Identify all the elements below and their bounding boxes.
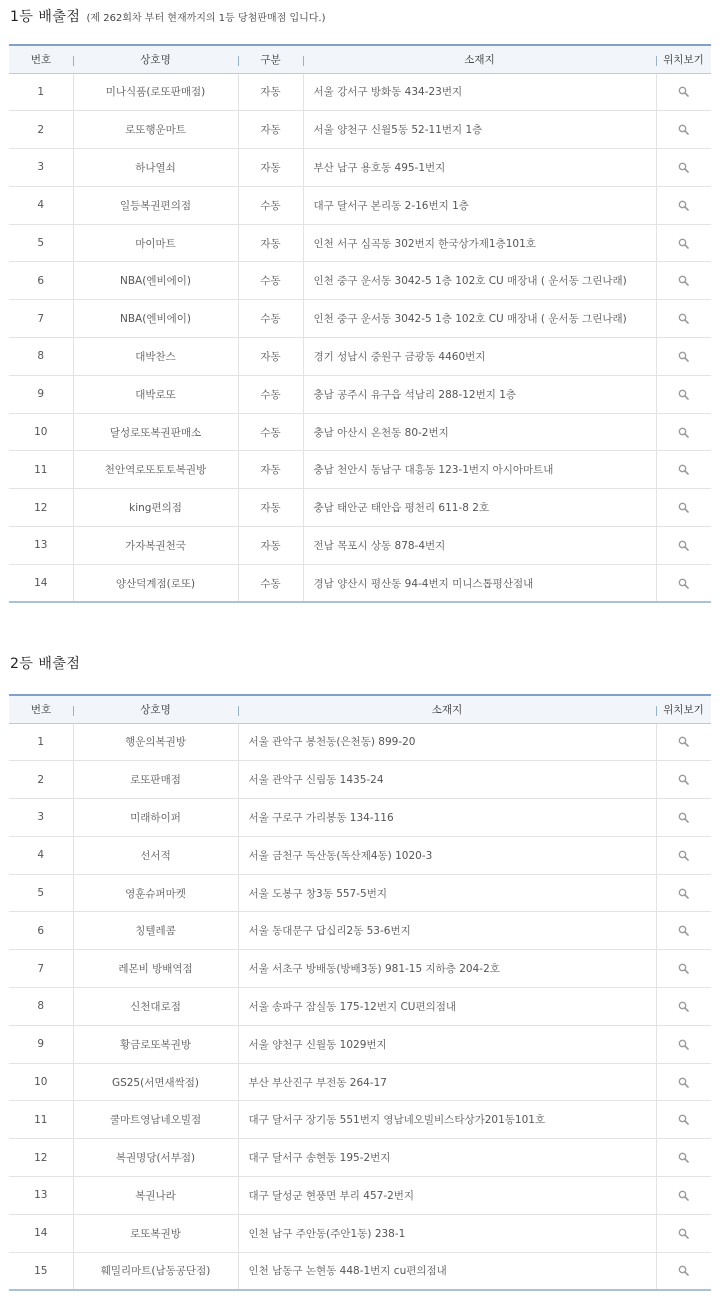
cell-addr: 인천 중구 운서동 3042-5 1층 102호 CU 매장내 ( 운서동 그린나래) <box>303 262 656 300</box>
search-icon[interactable] <box>678 774 689 785</box>
cell-no: 4 <box>9 836 73 874</box>
cell-addr: 서울 송파구 잠실동 175-12번지 CU편의점내 <box>238 988 656 1026</box>
cell-type: 자동 <box>238 73 303 111</box>
cell-addr: 서울 동대문구 답십리2동 53-6번지 <box>238 912 656 950</box>
search-icon[interactable] <box>678 963 689 974</box>
cell-no: 3 <box>9 799 73 837</box>
cell-addr: 충남 아산시 온천동 80-2번지 <box>303 413 656 451</box>
table-row <box>9 186 711 224</box>
cell-map[interactable] <box>656 1063 711 1101</box>
cell-no: 5 <box>9 224 73 262</box>
cell-no: 4 <box>9 186 73 224</box>
cell-no: 7 <box>9 300 73 338</box>
cell-no: 11 <box>9 451 73 489</box>
search-icon[interactable] <box>678 1077 689 1088</box>
second-prize-heading: 2등 배출점 <box>10 656 81 672</box>
cell-name: 천안역로또토토복권방 <box>73 451 238 489</box>
cell-map[interactable] <box>656 111 711 149</box>
first-prize-heading: 1등 배출점 <box>10 9 81 25</box>
table-row <box>9 1214 711 1252</box>
cell-type: 자동 <box>238 451 303 489</box>
cell-name: 대박찬스 <box>73 338 238 376</box>
cell-name: 로또판매점 <box>73 761 238 799</box>
table-row <box>9 1025 711 1063</box>
second-prize-title <box>10 653 80 673</box>
cell-no: 10 <box>9 1063 73 1101</box>
search-icon[interactable] <box>678 578 689 589</box>
cell-type: 수동 <box>238 564 303 602</box>
cell-addr: 대구 달서구 본리동 2-16번지 1층 <box>303 186 656 224</box>
cell-type: 수동 <box>238 186 303 224</box>
cell-addr: 서울 서초구 방배동(방배3동) 981-15 지하층 204-2호 <box>238 950 656 988</box>
cell-addr: 인천 남구 주안동(주안1동) 238-1 <box>238 1214 656 1252</box>
table-row <box>9 262 711 300</box>
search-icon[interactable] <box>678 238 689 249</box>
cell-no: 11 <box>9 1101 73 1139</box>
search-icon[interactable] <box>678 464 689 475</box>
header-address: 소재지 <box>238 695 656 723</box>
second-table-body <box>9 723 711 1290</box>
search-icon[interactable] <box>678 502 689 513</box>
cell-no: 2 <box>9 761 73 799</box>
table-row <box>9 300 711 338</box>
cell-no: 15 <box>9 1252 73 1290</box>
search-icon[interactable] <box>678 1152 689 1163</box>
cell-map[interactable] <box>656 527 711 565</box>
search-icon[interactable] <box>678 389 689 400</box>
cell-map[interactable] <box>656 413 711 451</box>
table-row <box>9 451 711 489</box>
cell-no: 1 <box>9 723 73 761</box>
cell-addr: 전남 목포시 상동 878-4번지 <box>303 527 656 565</box>
cell-addr: 충남 천안시 동남구 대흥동 123-1번지 아시아마트내 <box>303 451 656 489</box>
cell-no: 9 <box>9 1025 73 1063</box>
cell-addr: 충남 공주시 유구읍 석남리 288-12번지 1층 <box>303 375 656 413</box>
cell-name: 레몬비 방배역점 <box>73 950 238 988</box>
cell-name: NBA(엔비에이) <box>73 300 238 338</box>
cell-name: 로또행운마트 <box>73 111 238 149</box>
search-icon[interactable] <box>678 888 689 899</box>
cell-addr: 인천 남동구 논현동 448-1번지 cu편의점내 <box>238 1252 656 1290</box>
header-name: 상호명 <box>73 695 238 723</box>
cell-map[interactable] <box>656 723 711 761</box>
cell-name: 마이마트 <box>73 224 238 262</box>
first-prize-title <box>10 6 326 26</box>
cell-addr: 서울 관악구 봉천동(은천동) 899-20 <box>238 723 656 761</box>
table-row <box>9 1063 711 1101</box>
cell-name: 신천대로점 <box>73 988 238 1026</box>
cell-name: 로또복권방 <box>73 1214 238 1252</box>
cell-no: 7 <box>9 950 73 988</box>
cell-addr: 서울 구로구 가리봉동 134-116 <box>238 799 656 837</box>
cell-name: NBA(엔비에이) <box>73 262 238 300</box>
cell-name: 양산덕계점(로또) <box>73 564 238 602</box>
cell-map[interactable] <box>656 262 711 300</box>
search-icon[interactable] <box>678 1190 689 1201</box>
search-icon[interactable] <box>678 162 689 173</box>
table-row <box>9 527 711 565</box>
cell-no: 9 <box>9 375 73 413</box>
cell-name: 하나열쇠 <box>73 149 238 187</box>
table-row <box>9 73 711 111</box>
cell-name: 선서적 <box>73 836 238 874</box>
search-icon[interactable] <box>678 124 689 135</box>
header-no: 번호 <box>9 695 73 723</box>
header-address: 소재지 <box>303 45 656 73</box>
table-row <box>9 799 711 837</box>
cell-name: 복권명당(서부점) <box>73 1139 238 1177</box>
cell-no: 14 <box>9 1214 73 1252</box>
cell-map[interactable] <box>656 1214 711 1252</box>
cell-no: 6 <box>9 262 73 300</box>
cell-type: 수동 <box>238 262 303 300</box>
table-row <box>9 723 711 761</box>
table-row <box>9 1101 711 1139</box>
header-type: 구분 <box>238 45 303 73</box>
cell-addr: 경남 양산시 평산동 94-4번지 미니스톱평산점내 <box>303 564 656 602</box>
cell-addr: 인천 서구 심곡동 302번지 한국상가제1층101호 <box>303 224 656 262</box>
cell-name: 미나식품(로또판매점) <box>73 73 238 111</box>
cell-no: 3 <box>9 149 73 187</box>
table-row <box>9 1252 711 1290</box>
table-row <box>9 564 711 602</box>
cell-addr: 부산 남구 용호동 495-1번지 <box>303 149 656 187</box>
cell-map[interactable] <box>656 451 711 489</box>
cell-name: king편의점 <box>73 489 238 527</box>
cell-map[interactable] <box>656 836 711 874</box>
cell-name: 복권나라 <box>73 1177 238 1215</box>
search-icon[interactable] <box>678 1265 689 1276</box>
table-row <box>9 1139 711 1177</box>
cell-type: 자동 <box>238 224 303 262</box>
first-prize-table <box>9 44 711 603</box>
table-row <box>9 224 711 262</box>
table-row <box>9 761 711 799</box>
second-prize-table <box>9 694 711 1291</box>
cell-name: 가자복권천국 <box>73 527 238 565</box>
cell-addr: 부산 부산진구 부전동 264-17 <box>238 1063 656 1101</box>
second-table-header <box>9 695 711 723</box>
cell-addr: 충남 태안군 태안읍 평천리 611-8 2호 <box>303 489 656 527</box>
search-icon[interactable] <box>678 427 689 438</box>
cell-map[interactable] <box>656 149 711 187</box>
table-row <box>9 375 711 413</box>
cell-map[interactable] <box>656 1101 711 1139</box>
cell-type: 수동 <box>238 413 303 451</box>
search-icon[interactable] <box>678 313 689 324</box>
cell-name: 달성로또복권판매소 <box>73 413 238 451</box>
table-row <box>9 950 711 988</box>
cell-map[interactable] <box>656 799 711 837</box>
cell-map[interactable] <box>656 564 711 602</box>
table-row <box>9 338 711 376</box>
search-icon[interactable] <box>678 351 689 362</box>
cell-no: 2 <box>9 111 73 149</box>
search-icon[interactable] <box>678 812 689 823</box>
cell-name: GS25(서면새싹점) <box>73 1063 238 1101</box>
cell-map[interactable] <box>656 375 711 413</box>
search-icon[interactable] <box>678 850 689 861</box>
header-map: 위치보기 <box>656 695 711 723</box>
cell-name: 일등복권편의점 <box>73 186 238 224</box>
cell-addr: 서울 도봉구 창3동 557-5번지 <box>238 874 656 912</box>
cell-name: 황금로또복권방 <box>73 1025 238 1063</box>
cell-name: 행운의복권방 <box>73 723 238 761</box>
table-row <box>9 149 711 187</box>
table-row <box>9 988 711 1026</box>
search-icon[interactable] <box>678 925 689 936</box>
cell-no: 6 <box>9 912 73 950</box>
table-row <box>9 1177 711 1215</box>
cell-addr: 대구 달서구 송현동 195-2번지 <box>238 1139 656 1177</box>
first-table-body <box>9 73 711 602</box>
cell-type: 수동 <box>238 300 303 338</box>
cell-addr: 경기 성남시 중원구 금광동 4460번지 <box>303 338 656 376</box>
header-map: 위치보기 <box>656 45 711 73</box>
cell-addr: 서울 관악구 신림동 1435-24 <box>238 761 656 799</box>
cell-type: 수동 <box>238 375 303 413</box>
cell-type: 자동 <box>238 338 303 376</box>
search-icon[interactable] <box>678 275 689 286</box>
cell-addr: 서울 금천구 독산동(독산제4동) 1020-3 <box>238 836 656 874</box>
search-icon[interactable] <box>678 540 689 551</box>
cell-addr: 서울 양천구 신월동 1029번지 <box>238 1025 656 1063</box>
cell-addr: 인천 중구 운서동 3042-5 1층 102호 CU 매장내 ( 운서동 그린나래) <box>303 300 656 338</box>
first-prize-note: (제 262회차 부터 현재까지의 1등 당첨판매점 입니다.) <box>86 13 326 24</box>
cell-addr: 대구 달성군 현풍면 부리 457-2번지 <box>238 1177 656 1215</box>
cell-no: 1 <box>9 73 73 111</box>
search-icon[interactable] <box>678 1001 689 1012</box>
search-icon[interactable] <box>678 1039 689 1050</box>
header-no: 번호 <box>9 45 73 73</box>
cell-type: 자동 <box>238 489 303 527</box>
cell-map[interactable] <box>656 1139 711 1177</box>
cell-map[interactable] <box>656 988 711 1026</box>
cell-name: 칭텔레콤 <box>73 912 238 950</box>
cell-map[interactable] <box>656 300 711 338</box>
cell-type: 자동 <box>238 527 303 565</box>
table-row <box>9 413 711 451</box>
table-row <box>9 912 711 950</box>
cell-no: 13 <box>9 527 73 565</box>
cell-name: 쿨마트영남네오빌점 <box>73 1101 238 1139</box>
cell-addr: 서울 강서구 방화동 434-23번지 <box>303 73 656 111</box>
cell-addr: 대구 달서구 장기동 551번지 영남네오빌비스타상가201동101호 <box>238 1101 656 1139</box>
cell-no: 8 <box>9 338 73 376</box>
cell-no: 10 <box>9 413 73 451</box>
cell-map[interactable] <box>656 73 711 111</box>
cell-map[interactable] <box>656 874 711 912</box>
cell-map[interactable] <box>656 338 711 376</box>
first-table-header <box>9 45 711 73</box>
cell-name: 훼밀리마트(남동공단점) <box>73 1252 238 1290</box>
cell-name: 미래하이퍼 <box>73 799 238 837</box>
cell-map[interactable] <box>656 489 711 527</box>
cell-map[interactable] <box>656 1177 711 1215</box>
cell-addr: 서울 양천구 신월5동 52-11번지 1층 <box>303 111 656 149</box>
search-icon[interactable] <box>678 200 689 211</box>
cell-name: 영훈슈퍼마켓 <box>73 874 238 912</box>
cell-map[interactable] <box>656 224 711 262</box>
cell-map[interactable] <box>656 950 711 988</box>
header-name: 상호명 <box>73 45 238 73</box>
search-icon[interactable] <box>678 1228 689 1239</box>
cell-map[interactable] <box>656 186 711 224</box>
cell-type: 자동 <box>238 149 303 187</box>
cell-map[interactable] <box>656 1252 711 1290</box>
table-row <box>9 111 711 149</box>
search-icon[interactable] <box>678 736 689 747</box>
cell-type: 자동 <box>238 111 303 149</box>
cell-name: 대박로또 <box>73 375 238 413</box>
cell-no: 8 <box>9 988 73 1026</box>
cell-no: 13 <box>9 1177 73 1215</box>
cell-no: 12 <box>9 1139 73 1177</box>
search-icon[interactable] <box>678 86 689 97</box>
table-row <box>9 489 711 527</box>
cell-map[interactable] <box>656 912 711 950</box>
table-row <box>9 874 711 912</box>
cell-no: 5 <box>9 874 73 912</box>
table-row <box>9 836 711 874</box>
search-icon[interactable] <box>678 1114 689 1125</box>
cell-map[interactable] <box>656 1025 711 1063</box>
cell-no: 12 <box>9 489 73 527</box>
cell-map[interactable] <box>656 761 711 799</box>
cell-no: 14 <box>9 564 73 602</box>
